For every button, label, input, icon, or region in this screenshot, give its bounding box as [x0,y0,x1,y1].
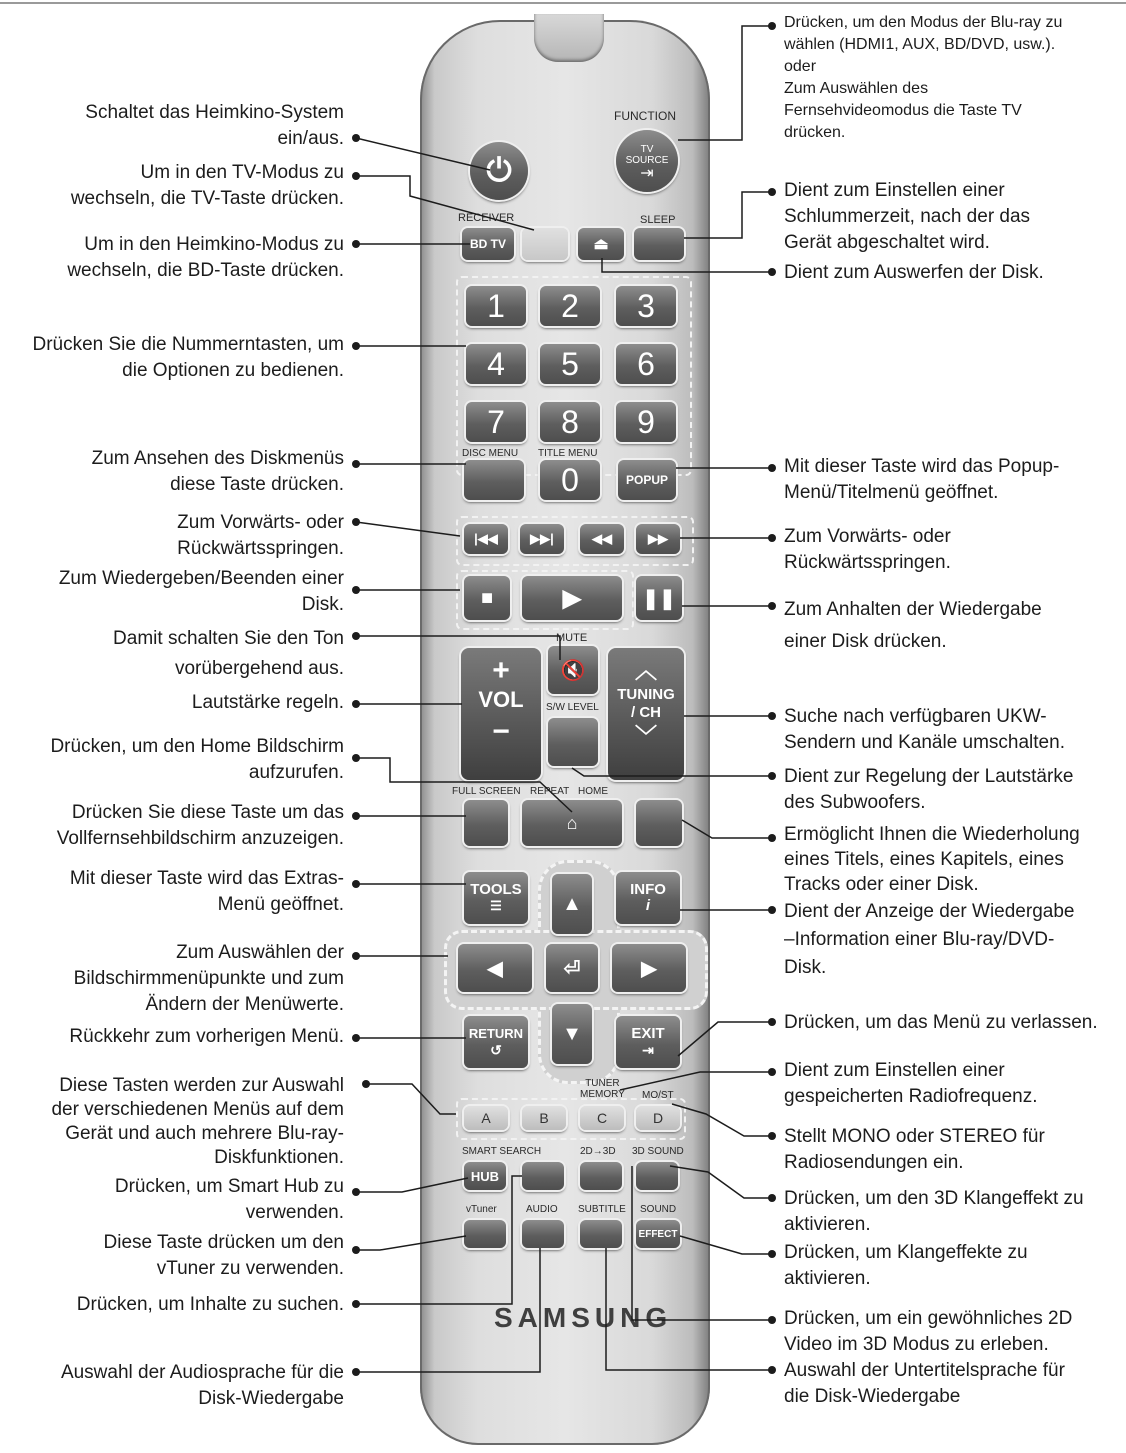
rewind-icon: ◀◀ [592,531,612,546]
annotation-text: Ermöglicht Ihnen die Wiederholung eines Titels, eines Kapitels, eines Tracks oder einer Disk. [784,824,1080,895]
annotation-text: Drücken, um den Home Bildschirm aufzurufen. [50,736,344,783]
annotation-subtitle [784,1358,1114,1410]
full-screen-label: FULL SCREEN [452,786,521,797]
volume-label: VOL [478,687,524,712]
annotation-text: Diese Tasten werden zur Auswahl der verschiedenen Menüs auf dem Gerät und auch mehrere Blu-ray- Diskfunktionen. [51,1075,344,1168]
annotation-text: Drücken, um Smart Hub zu verwenden. [114,1176,344,1223]
number-7-button[interactable]: 7 [466,402,526,442]
sound-effect-button[interactable]: EFFECT [636,1220,680,1248]
number-3-button[interactable]: 3 [616,286,676,326]
tuner-label: TUNER [585,1078,620,1089]
annotation-text: Lautstärke regeln. [191,692,344,713]
callout-dot [352,1246,360,1254]
annotation-text: Dient zum Einstellen einer Schlummerzeit, nach der das Gerät abgeschaltet wird. [784,180,1031,253]
annotation-skip-left [4,510,344,562]
annotation-audio [4,1360,344,1412]
sw-level-label: S/W LEVEL [546,702,599,713]
annotation-text: Dient der Anzeige der Wiedergabe –Information einer Blu-ray/DVD- Disk. [784,901,1075,978]
vtuner-label: vTuner [466,1204,497,1215]
annotation-text: Stellt MONO oder STEREO für Radiosendungen ein. [784,1126,1045,1173]
sleep-label: SLEEP [640,214,676,226]
tuning-label: TUNING [617,686,675,703]
annotation-power [4,100,344,152]
annotation-exit [784,1010,1124,1036]
annotation-text: Zum Ansehen des Diskmenüs diese Taste drücken. [91,448,344,495]
stop-icon: ■ [480,586,494,609]
annotation-text: Drücken, um das Menü zu verlassen. [784,1012,1098,1033]
annotation-text: Um in den TV-Modus zu wechseln, die TV-Taste drücken. [70,162,344,209]
input-icon: ⇥ [640,164,654,182]
callout-dot [768,1018,776,1026]
number-9-button[interactable]: 9 [616,402,676,442]
annotation-sw-level [784,764,1114,816]
eject-icon: ⏏ [593,236,609,253]
annotation-navigation [4,940,344,1018]
number-8-button[interactable]: 8 [540,402,600,442]
callout-dot [352,632,360,640]
callout-dot [352,460,360,468]
a-button[interactable]: A [464,1106,508,1130]
callout-dot [352,1188,360,1196]
annotation-mute [4,624,344,684]
title-menu-label: TITLE MENU [538,448,598,459]
annotation-tuning [784,704,1114,756]
annotation-function [784,12,1124,144]
function-label: FUNCTION [614,109,676,123]
tools-label: TOOLS [470,881,522,898]
callout-dot [352,1034,360,1042]
callout-dot [768,1194,776,1202]
hub-button[interactable]: HUB [464,1162,506,1190]
annotation-text: Zum Wiedergeben/Beenden einer Disk. [58,568,344,615]
callout-dot [768,1068,776,1076]
callout-dot [768,464,776,472]
callout-dot [352,134,360,142]
info-label: INFO [630,881,666,898]
callout-dot [768,772,776,780]
popup-button[interactable]: POPUP [618,460,676,500]
callout-dot [352,812,360,820]
tv-source-label-source: SOURCE [625,154,669,166]
annotation-tuner-memory [784,1058,1114,1110]
annotation-number-keys [0,332,344,384]
annotation-tv-mode [4,160,344,212]
number-2-button[interactable]: 2 [540,286,600,326]
bd-tv-button[interactable]: BD TV [462,228,514,260]
annotation-text: Um in den Heimkino-Modus zu wechseln, die BD-Taste drücken. [67,234,344,281]
sound-label: SOUND [640,1204,677,1215]
pause-icon: ❚❚ [642,587,676,610]
annotation-text: Zum Auswählen der Bildschirmmenüpunkte und zum Ändern der Menüwerte. [73,942,344,1015]
volume-down-icon: − [492,715,510,748]
annotation-play-stop [4,566,344,618]
callout-dot [768,1250,776,1258]
annotation-text: Mit dieser Taste wird das Extras- Menü geöffnet. [69,868,344,915]
annotation-skip-right [784,524,1114,576]
callout-dot [768,1132,776,1140]
annotation-text: Rückkehr zum vorherigen Menü. [69,1026,344,1047]
annotation-text: Drücken, um ein gewöhnliches 2D Video im 3D Modus zu erleben. [784,1308,1073,1355]
annotation-smart-hub [4,1174,344,1226]
annotation-text: Dient zur Regelung der Lautstärke des Subwoofers. [784,766,1074,813]
annotation-disc-menu [4,446,344,498]
repeat-label: REPEAT [530,786,570,797]
number-5-button[interactable]: 5 [540,344,600,384]
annotation-home [0,734,344,786]
annotation-mo-st [784,1124,1114,1176]
skip-back-icon: |◀◀ [474,531,498,546]
callout-dot [362,1080,370,1088]
annotation-pause [784,594,1114,658]
callout-dot [768,906,776,914]
annotation-text: Damit schalten Sie den Ton vorübergehend aus. [113,628,344,679]
return-icon: ↺ [490,1042,502,1058]
home-label: HOME [578,786,608,797]
annotation-text: Drücken, um Klangeffekte zu aktivieren. [784,1242,1028,1289]
number-6-button[interactable]: 6 [616,344,676,384]
callout-dot [352,880,360,888]
smart-search-label: SMART SEARCH [462,1146,542,1157]
annotation-text: Drücken Sie die Nummerntasten, um die Optionen zu bedienen. [32,334,344,381]
2d-3d-label: 2D→3D [580,1146,616,1157]
annotation-text: Drücken, um Inhalte zu suchen. [76,1294,344,1315]
annotation-2d-3d [784,1306,1114,1358]
play-icon: ▶ [562,584,582,612]
number-0-button[interactable]: 0 [540,460,600,500]
callout-dot [352,172,360,180]
annotation-popup [784,454,1114,506]
annotation-text: Schaltet das Heimkino-System ein/aus. [85,102,344,149]
down-arrow-icon: ▼ [562,1022,582,1045]
callout-dot [352,1368,360,1376]
annotation-tools [4,866,344,918]
annotation-bd-mode [4,232,344,284]
skip-forward-icon: ▶▶| [530,531,554,546]
mo-st-label: MO/ST [642,1090,674,1101]
annotation-text: Suche nach verfügbaren UKW- Sendern und Kanäle umschalten. [784,706,1065,753]
callout-dot [768,188,776,196]
annotation-text: Zum Anhalten der Wiedergabe einer Disk drücken. [784,599,1042,652]
c-button[interactable]: C [580,1106,624,1130]
samsung-logo: SAMSUNG [494,1302,673,1333]
audio-label: AUDIO [526,1204,558,1215]
callout-dot [352,754,360,762]
annotation-text: Auswahl der Audiosprache für die Disk-Wiedergabe [60,1362,344,1409]
tools-icon: ☰ [490,898,502,913]
callout-dot [352,952,360,960]
annotation-return [4,1024,344,1050]
callout-dot [768,712,776,720]
annotation-sleep [784,178,1114,256]
number-4-button[interactable]: 4 [466,344,526,384]
annotation-text: Zum Vorwärts- oder Rückwärtsspringen. [177,512,344,559]
speaker-mute-icon: 🔇 [560,659,586,682]
up-arrow-icon: ▲ [562,892,582,915]
callout-dot [352,240,360,248]
callout-dot [768,1366,776,1374]
tv-source-label-tv: TV [640,143,654,155]
annotation-text: Dient zum Einstellen einer gespeicherten Radiofrequenz. [784,1060,1038,1107]
return-label: RETURN [468,1026,524,1041]
channel-label: / CH [631,704,661,721]
callout-dot [768,602,776,610]
annotation-text: Mit dieser Taste wird das Popup- Menü/Titelmenü geöffnet. [784,456,1060,503]
receiver-label: RECEIVER [458,212,515,224]
annotation-volume [4,690,344,716]
annotation-3d-sound [784,1186,1114,1238]
left-arrow-icon: ◀ [487,957,503,980]
callout-dot [768,534,776,542]
callout-dot [352,518,360,526]
memory-label: MEMORY [580,1089,625,1100]
annotation-text: Diese Taste drücken um den vTuner zu verwenden. [103,1232,344,1279]
callout-dot [768,1316,776,1324]
exit-label: EXIT [631,1025,665,1042]
volume-up-icon: + [492,654,510,687]
right-arrow-icon: ▶ [641,957,657,980]
d-button[interactable]: D [636,1106,680,1130]
annotation-info [784,898,1114,982]
annotation-text: Dient zum Auswerfen der Disk. [784,262,1044,283]
mute-label: MUTE [556,632,588,644]
annotation-repeat [784,822,1114,897]
callout-dot [768,834,776,842]
annotation-text: Drücken, um den Modus der Blu-ray zu wählen (HDMI1, AUX, BD/DVD, usw.). oder Zum Auswählen des Fernsehvideomodus die Taste TV drücken. [784,14,1063,141]
annotation-text: Zum Vorwärts- oder Rückwärtsspringen. [784,526,951,573]
callout-dot [768,268,776,276]
annotation-eject [784,260,1114,286]
enter-icon: ⏎ [563,957,581,980]
callout-dot [352,700,360,708]
annotation-text: Drücken Sie diese Taste um das Vollfernsehbildschirm anzuzeigen. [56,802,344,849]
annotation-abcd [0,1074,344,1170]
info-icon: i [645,897,651,914]
power-icon: ⏻ [486,152,512,188]
annotation-text: Auswahl der Untertitelsprache für die Disk-Wiedergabe [784,1360,1065,1407]
b-button[interactable]: B [522,1106,566,1130]
home-icon: ⌂ [566,812,578,833]
number-1-button[interactable]: 1 [466,286,526,326]
3d-sound-label: 3D SOUND [632,1146,684,1157]
exit-icon: ⇥ [642,1042,654,1058]
subtitle-label: SUBTITLE [578,1204,626,1215]
channel-up-icon: ︿ [634,658,657,683]
fast-forward-icon: ▶▶ [648,531,668,546]
annotation-sound-effect [784,1240,1114,1292]
annotation-vtuner [4,1230,344,1282]
annotation-search [4,1292,344,1318]
callout-dot [352,586,360,594]
disc-menu-label: DISC MENU [462,448,519,459]
callout-dot [352,1300,360,1308]
callout-dot [352,342,360,350]
annotation-full-screen [0,800,344,852]
callout-dot [768,22,776,30]
channel-down-icon: ﹀ [634,724,657,749]
annotation-text: Drücken, um den 3D Klangeffekt zu aktivieren. [784,1188,1084,1235]
